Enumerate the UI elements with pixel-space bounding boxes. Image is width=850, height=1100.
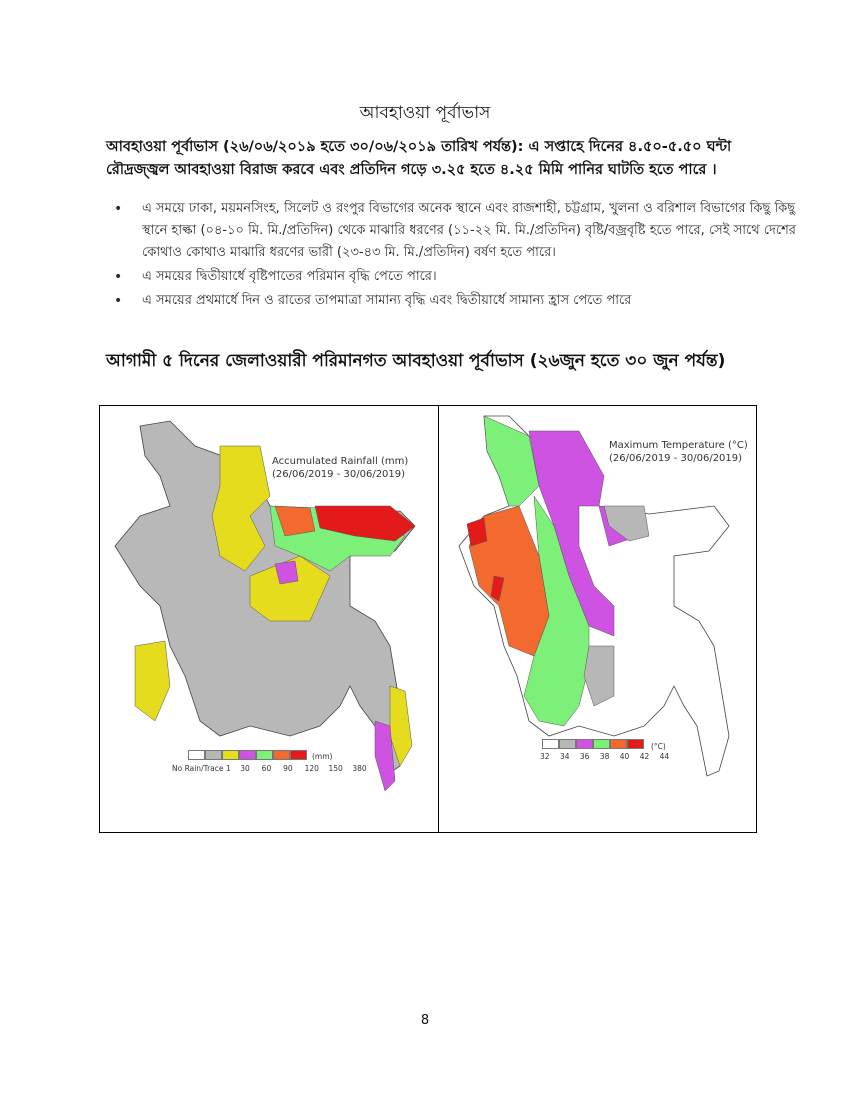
rainfall-legend-labels bbox=[172, 764, 367, 773]
legend-swatch bbox=[542, 739, 559, 749]
bullet-icon: • bbox=[114, 269, 123, 285]
legend-label: 90 bbox=[283, 764, 293, 773]
rainfall-title-line: Accumulated Rainfall (mm) bbox=[272, 456, 409, 467]
legend-label: 60 bbox=[261, 764, 272, 773]
temperature-unit: (°C) bbox=[651, 742, 666, 751]
legend-label: 34 bbox=[559, 752, 570, 761]
rainfall-unit: (mm) bbox=[312, 752, 333, 761]
forecast-bullet-list bbox=[112, 198, 812, 314]
legend-label: 150 bbox=[328, 764, 343, 773]
rainfall-map-title bbox=[272, 455, 408, 481]
bullet-text: এ সময়ের দ্বিতীয়ার্ধে বৃষ্টিপাতের পরিমান বৃদ্ধি পেতে পারে। bbox=[142, 269, 437, 284]
page-number: 8 bbox=[420, 1013, 430, 1028]
legend-label: 32 bbox=[540, 752, 550, 761]
legend-swatch bbox=[205, 750, 222, 760]
legend-label: 120 bbox=[304, 764, 319, 773]
legend-swatch bbox=[593, 739, 610, 749]
temperature-title-line: Maximum Temperature (°C) bbox=[609, 440, 748, 451]
legend-swatch bbox=[188, 750, 205, 760]
bullet-icon: • bbox=[114, 201, 123, 217]
legend-swatch bbox=[610, 739, 627, 749]
bullet-item bbox=[112, 198, 812, 264]
legend-swatch bbox=[290, 750, 307, 760]
bullet-item bbox=[112, 266, 812, 288]
legend-swatch bbox=[256, 750, 273, 760]
rainfall-legend bbox=[188, 750, 307, 760]
legend-swatch bbox=[576, 739, 593, 749]
bullet-item bbox=[112, 290, 812, 312]
legend-swatch bbox=[273, 750, 290, 760]
legend-swatch bbox=[239, 750, 256, 760]
temperature-date-range: (26/06/2019 - 30/06/2019) bbox=[609, 453, 743, 464]
temperature-map-title bbox=[609, 439, 748, 465]
temperature-legend bbox=[542, 739, 644, 749]
legend-label: 38 bbox=[599, 752, 610, 761]
temperature-map-panel bbox=[439, 406, 757, 832]
temperature-map-image bbox=[439, 406, 757, 834]
legend-label: 44 bbox=[659, 752, 670, 761]
rainfall-date-range: (26/06/2019 - 30/06/2019) bbox=[272, 469, 406, 480]
legend-label: 30 bbox=[240, 764, 250, 773]
legend-label: 40 bbox=[619, 752, 630, 761]
legend-label: 380 bbox=[352, 764, 367, 773]
legend-label: 42 bbox=[639, 752, 650, 761]
bullet-text: এ সময়ের প্রথমার্ধে দিন ও রাতের তাপমাত্রা সামান্য বৃদ্ধি এবং দ্বিতীয়ার্ধে সামান্য হ্রাস পেতে পারে bbox=[142, 293, 632, 308]
temperature-legend-labels bbox=[540, 752, 669, 761]
bullet-icon: • bbox=[114, 293, 123, 309]
legend-swatch bbox=[559, 739, 576, 749]
legend-label: 36 bbox=[579, 752, 590, 761]
legend-swatch bbox=[222, 750, 239, 760]
forecast-paragraph: আবহাওয়া পূর্বাভাস (২৬/০৬/২০১৯ হতে ৩০/০৬/২০১৯ তারিখ পর্যন্ত): এ সপ্তাহে দিনের ৪.৫০-৫.৫০ ঘন্টা রৌদ্রজ্জ্বল আবহাওয়া বিরাজ করবে এবং প্রতিদিন গড়ে ৩.২৫ হতে ৪.২৫ মিমি পানির ঘাটতি হতে পারে । bbox=[106, 139, 732, 178]
page-title: আবহাওয়া পূর্বাভাস bbox=[359, 103, 491, 123]
bullet-text: এ সময়ে ঢাকা, ময়মনসিংহ, সিলেট ও রংপুর বিভাগের অনেক স্থানে এবং রাজশাহী, চট্টগ্রাম, খুলনা ও বরিশাল বিভাগের কিছু কিছু স্থানে হাল্কা (০৪-১০ মি. মি./প্রতিদিন) থেকে মাঝারি ধরণের (১১-২২ মি. মি./প্রতিদিন) বৃষ্টি/বজ্রবৃষ্টি হতে পারে, সেই সাথে দেশের কোথাও কোথাও মাঝারি ধরণের ভারী (২৩-৪৩ মি. মি./প্রতিদিন) বর্ষণ হতে পারে। bbox=[142, 201, 796, 260]
legend-label: No Rain/Trace 1 bbox=[172, 764, 231, 773]
rainfall-map-panel bbox=[100, 406, 438, 832]
forecast-maps-table bbox=[99, 405, 757, 833]
legend-swatch bbox=[627, 739, 644, 749]
district-forecast-heading: আগামী ৫ দিনের জেলাওয়ারী পরিমানগত আবহাওয়া পূর্বাভাস (২৬জুন হতে ৩০ জুন পর্যন্ত) bbox=[106, 351, 726, 371]
